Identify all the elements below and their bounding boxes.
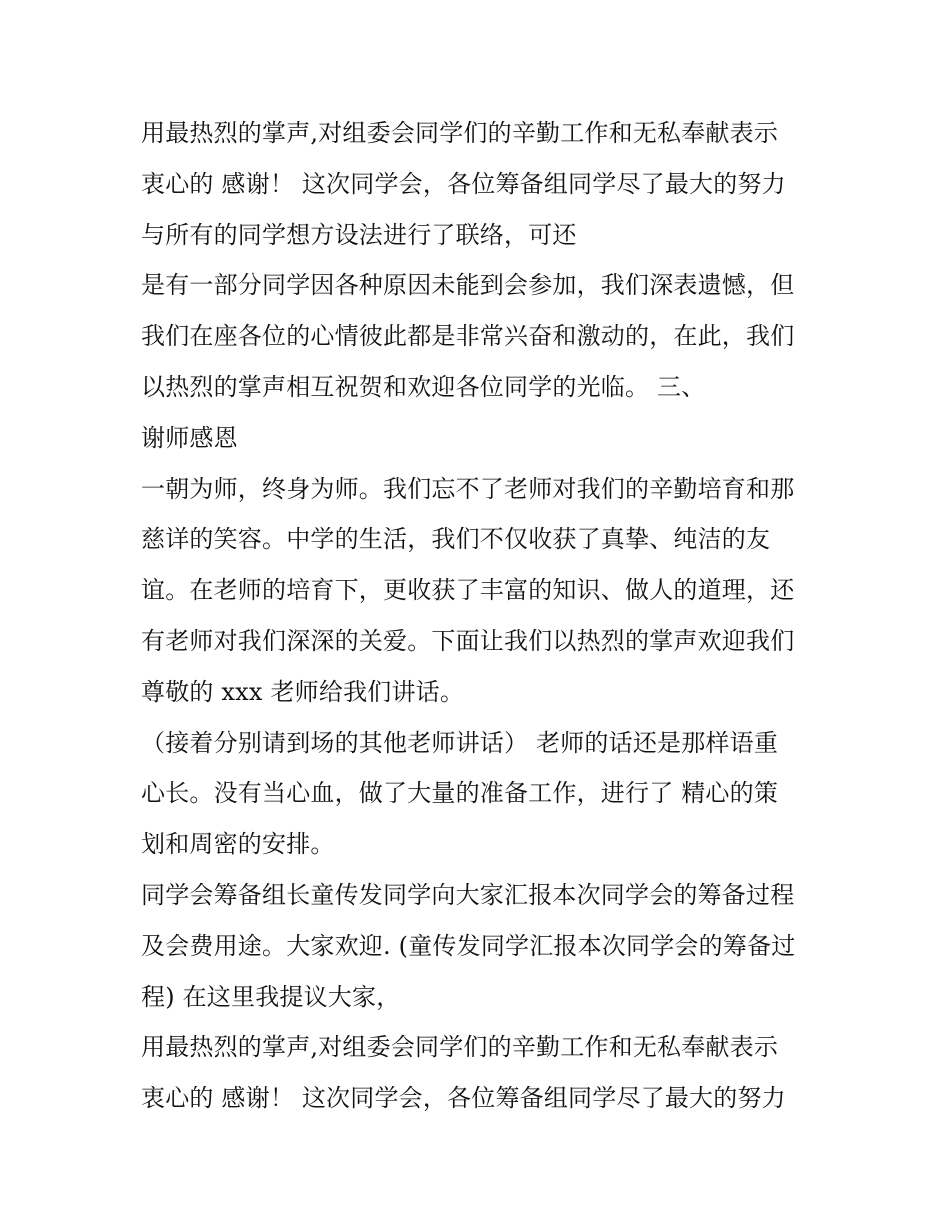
text-line: （接着分别请到场的其他老师讲话） 老师的话还是那样语重 (141, 728, 779, 757)
text-line: 是有一部分同学因各种原因未能到会参加，我们深表遗憾，但 (141, 271, 795, 300)
section-heading: 谢师感恩 (141, 423, 238, 452)
text-line: 一朝为师，终身为师。我们忘不了老师对我们的辛勤培育和那 (141, 474, 795, 503)
document-body (141, 108, 831, 1124)
text-line: 尊敬的 xxx 老师给我们讲话。 (141, 677, 465, 706)
text-line: 谊。在老师的培育下，更收获了丰富的知识、做人的道理，还 (141, 576, 795, 605)
text-line: 我们在座各位的心情彼此都是非常兴奋和激动的，在此，我们 (141, 322, 795, 351)
text-line: 衷心的 感谢！ 这次同学会，各位筹备组同学尽了最大的努力 (141, 169, 786, 198)
text-line: 用最热烈的掌声,对组委会同学们的辛勤工作和无私奉献表示 (141, 119, 779, 147)
text-line: 程) 在这里我提议大家， (141, 982, 401, 1011)
text-line: 慈详的笑容。中学的生活，我们不仅收获了真挚、纯洁的友 (141, 525, 771, 554)
text-line: 心长。没有当心血，做了大量的准备工作，进行了 精心的策 (141, 779, 779, 808)
text-line: 划和周密的安排。 (141, 830, 335, 859)
text-line: 与所有的同学想方设法进行了联络，可还 (141, 220, 577, 249)
text-line: 同学会筹备组长童传发同学向大家汇报本次同学会的筹备过程 (141, 880, 795, 909)
text-line: 有老师对我们深深的关爱。下面让我们以热烈的掌声欢迎我们 (141, 626, 795, 655)
text-line: 以热烈的掌声相互祝贺和欢迎各位同学的光临。 三、 (141, 372, 706, 401)
text-line: 及会费用途。大家欢迎. (童传发同学汇报本次同学会的筹备过 (141, 931, 796, 960)
text-line: 用最热烈的掌声,对组委会同学们的辛勤工作和无私奉献表示 (141, 1033, 779, 1062)
text-line: 衷心的 感谢！ 这次同学会，各位筹备组同学尽了最大的努力 (141, 1084, 786, 1113)
